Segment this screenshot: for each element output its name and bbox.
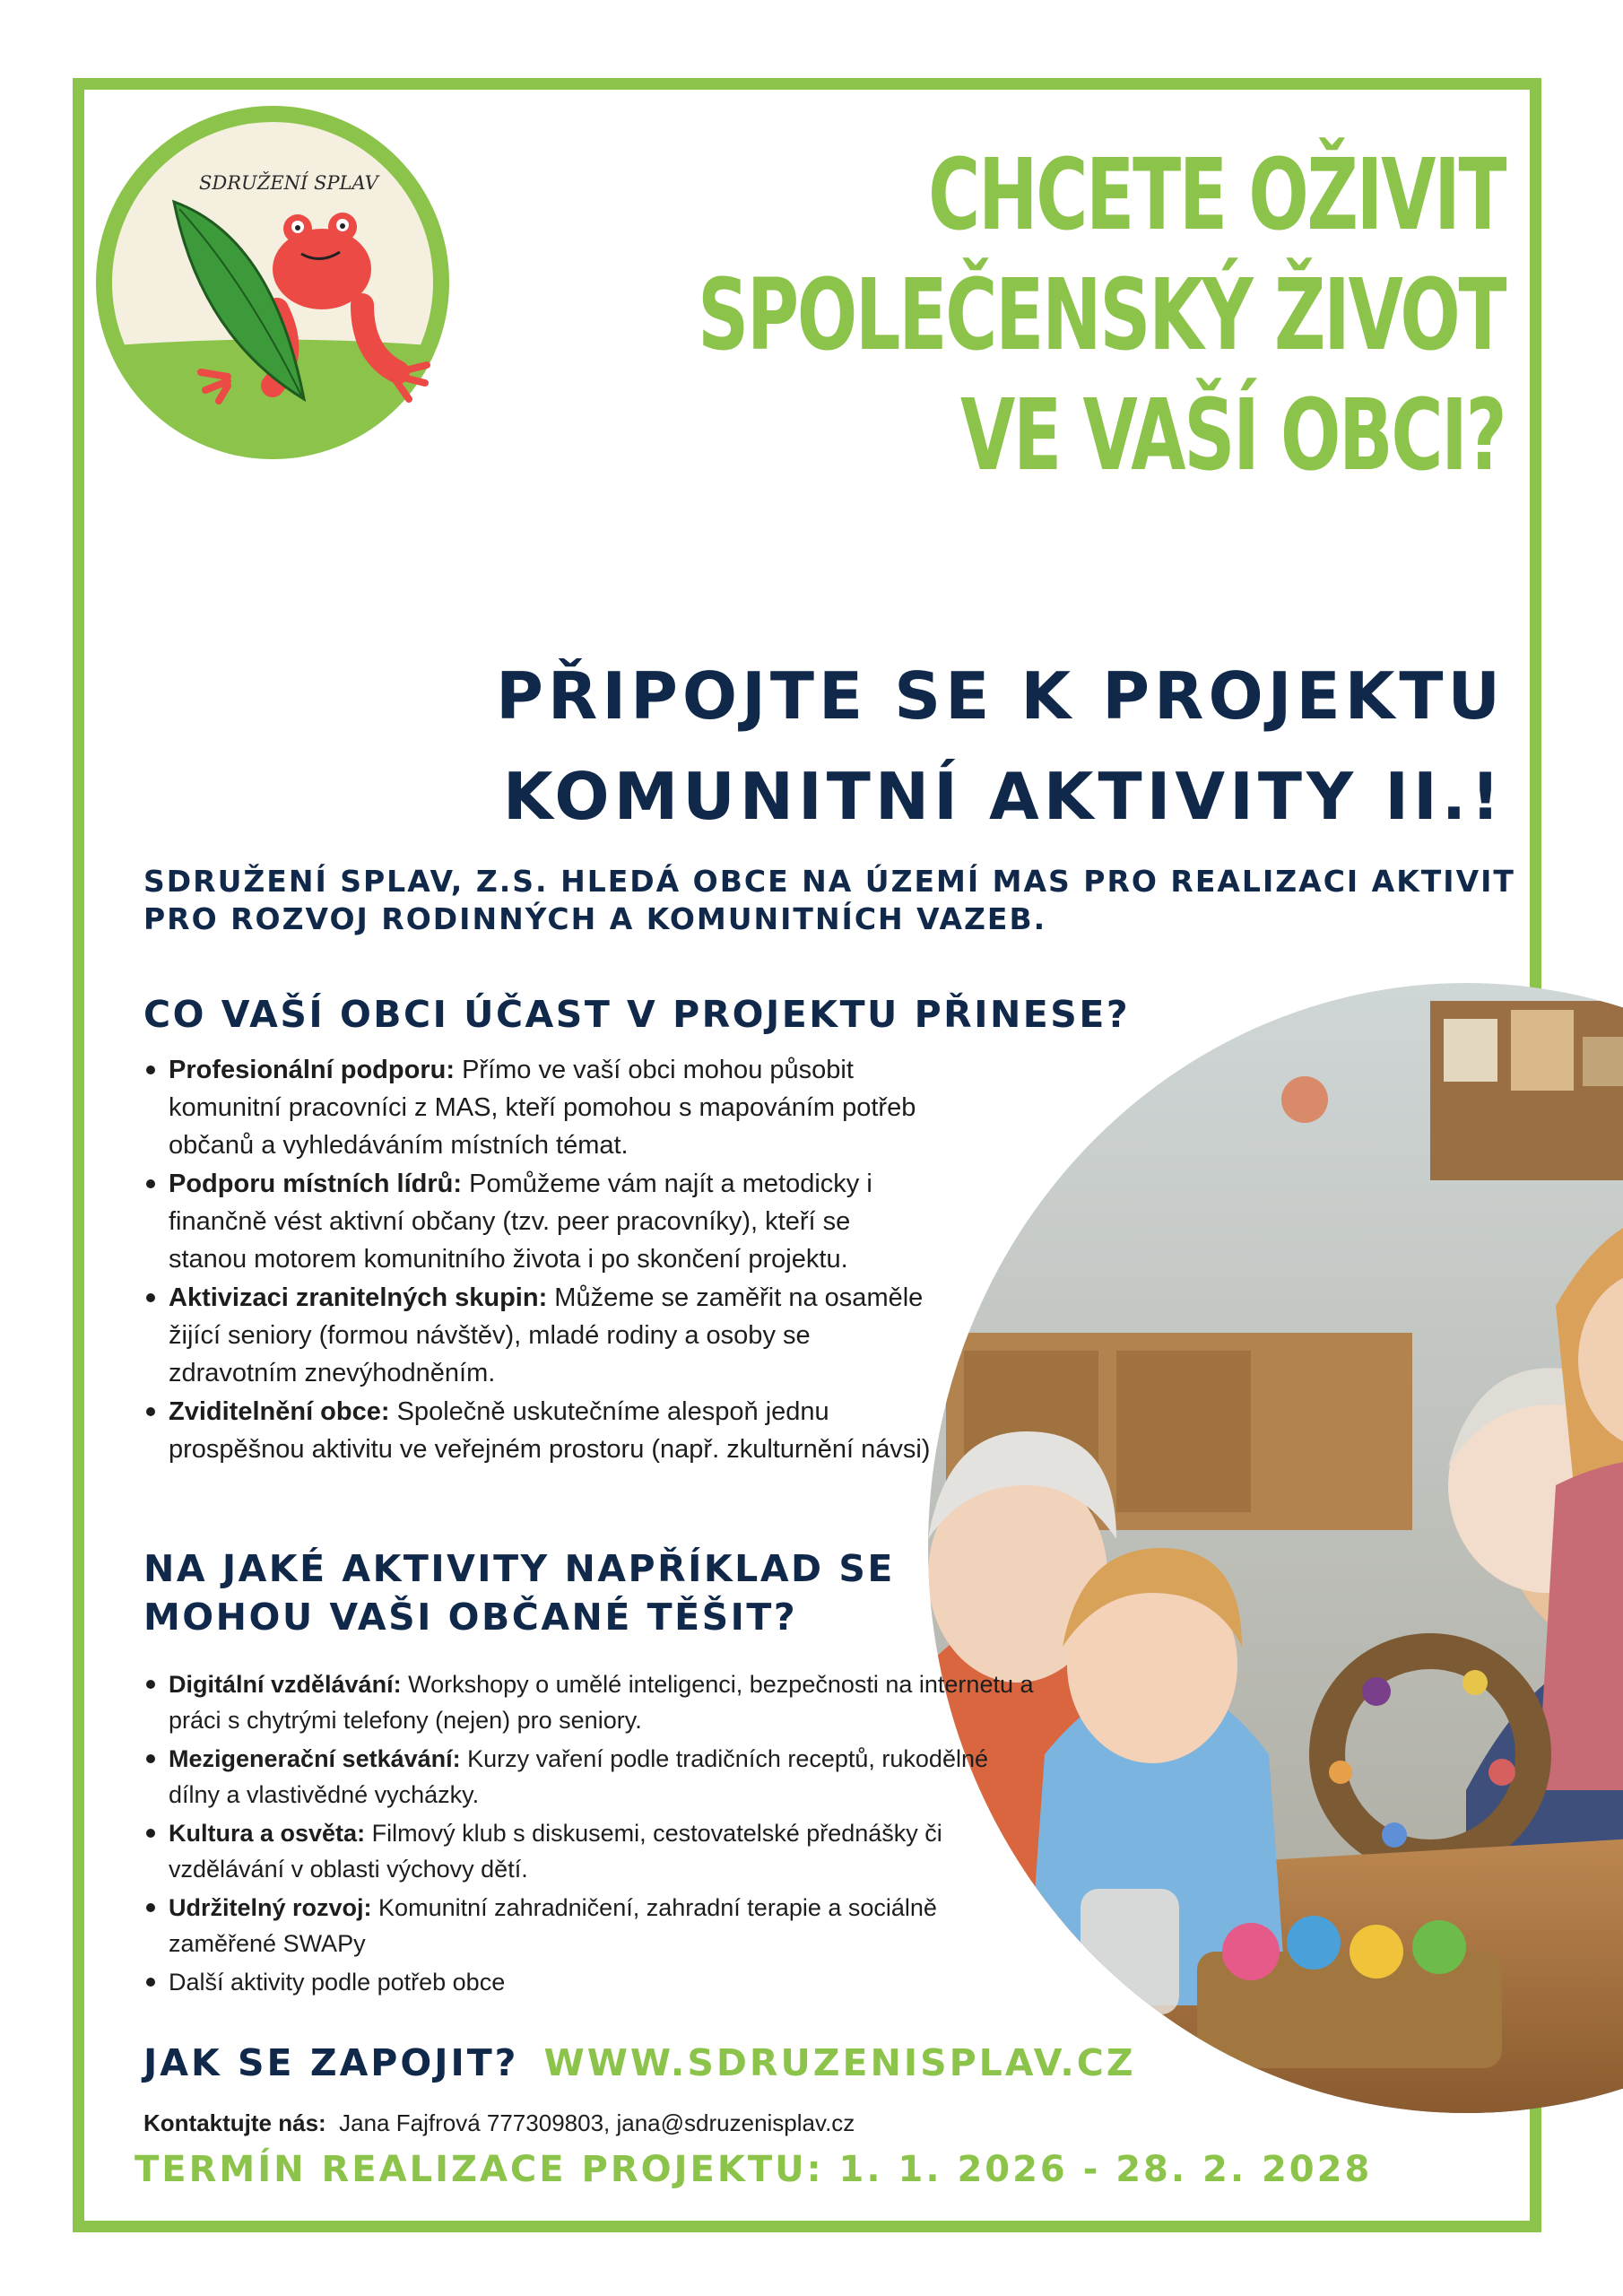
item-term: Podporu místních lídrů: — [169, 1170, 463, 1198]
item-term: Zviditelnění obce: — [169, 1397, 390, 1426]
join-row — [143, 2041, 1136, 2084]
contact-details: Jana Fajfrová 777309803, jana@sdruzenisplav.cz — [339, 2109, 855, 2136]
intro-line: PRO ROZVOJ RODINNÝCH A KOMUNITNÍCH VAZEB. — [143, 901, 1047, 936]
sdruzeni-splav-logo — [93, 103, 452, 462]
item-text: Komunitní zahradničení, zahradní terapie a sociálně zaměřené SWAPy — [169, 1894, 937, 1957]
item-text: Můžeme se zaměřit na osaměle žijící seniory (formou návštěv), mladé rodiny a osoby se zdravotním znevýhodněním. — [169, 1283, 924, 1387]
list-item — [143, 1279, 933, 1392]
subheadline-line: KOMUNITNÍ AKTIVITY II.! — [502, 759, 1505, 834]
list-item — [143, 1165, 933, 1278]
item-term: Profesionální podporu: — [169, 1056, 455, 1084]
subheadline-line: PŘIPOJTE SE K PROJEKTU — [496, 658, 1505, 734]
intro-line: SDRUŽENÍ SPLAV, Z.S. HLEDÁ OBCE NA ÚZEMÍ MAS PRO REALIZACI AKTIVIT — [143, 864, 1515, 899]
list-item — [143, 1815, 1040, 1887]
item-text: Kurzy vaření podle tradičních receptů, rukodělné dílny a vlastivědné vycházky. — [169, 1745, 988, 1808]
activities-title — [143, 1544, 895, 1641]
activities-list — [143, 1666, 1040, 2003]
item-text: Přímo ve vaší obci mohou působit komunitní pracovníci z MAS, kteří pomohou s mapováním potřeb občanů a vyhledáváním místních témat. — [169, 1056, 916, 1160]
headline-line: SPOLEČENSKÝ ŽIVOT — [697, 257, 1505, 372]
benefits-list — [143, 1051, 933, 1469]
benefits-title-text: CO VAŠÍ OBCI ÚČAST V PROJEKTU PŘINESE? — [143, 993, 1131, 1036]
headline-line: CHCETE OŽIVIT — [927, 137, 1505, 252]
item-term: Aktivizaci zranitelných skupin: — [169, 1283, 548, 1312]
item-term: Mezigenerační setkávání: — [169, 1745, 461, 1772]
item-term: Kultura a osvěta: — [169, 1820, 366, 1847]
website-link[interactable]: WWW.SDRUZENISPLAV.CZ — [543, 2041, 1136, 2084]
item-text: Filmový klub s diskusemi, cestovatelské přednášky či vzdělávání v oblasti výchovy dětí. — [169, 1820, 942, 1883]
item-text: Pomůžeme vám najít a metodicky i finančně vést aktivní občany (tzv. peer pracovníky), kteří se stanou motorem komunitního života i po skončení projektu. — [169, 1170, 872, 1274]
item-term: Udržitelný rozvoj: — [169, 1894, 372, 1921]
list-item — [143, 1393, 933, 1468]
list-item — [143, 1741, 1040, 1813]
list-item — [143, 1051, 933, 1164]
headline — [698, 135, 1505, 495]
contact-label: Kontaktujte nás: — [143, 2109, 326, 2136]
contact-line — [143, 2109, 855, 2137]
item-text: Workshopy o umělé inteligenci, bezpečnosti na internetu a práci s chytrými telefony (nejen) pro seniory. — [169, 1671, 1034, 1734]
intro-text — [143, 863, 1515, 938]
join-label: JAK SE ZAPOJIT? — [143, 2041, 519, 2084]
item-text: Další aktivity podle potřeb obce — [169, 1969, 506, 1996]
list-item — [143, 1964, 1040, 2000]
headline-line: VE VAŠÍ OBCI? — [959, 378, 1505, 492]
subheadline — [496, 646, 1505, 847]
activities-title-line: NA JAKÉ AKTIVITY NAPŘÍKLAD SE — [143, 1547, 895, 1590]
list-item — [143, 1890, 1040, 1961]
item-term: Digitální vzdělávání: — [169, 1671, 402, 1698]
benefits-title — [143, 990, 1130, 1039]
activities-title-line: MOHOU VAŠI OBČANÉ TĚŠIT? — [143, 1596, 798, 1639]
project-term: TERMÍN REALIZACE PROJEKTU: 1. 1. 2026 - 28. 2. 2028 — [135, 2149, 1373, 2190]
item-text: Společně uskutečníme alespoň jednu prospěšnou aktivitu ve veřejném prostoru (např. zkulturnění návsi) — [169, 1397, 931, 1464]
list-item — [143, 1666, 1040, 1738]
logo-text: SDRUŽENÍ SPLAV — [199, 172, 378, 194]
